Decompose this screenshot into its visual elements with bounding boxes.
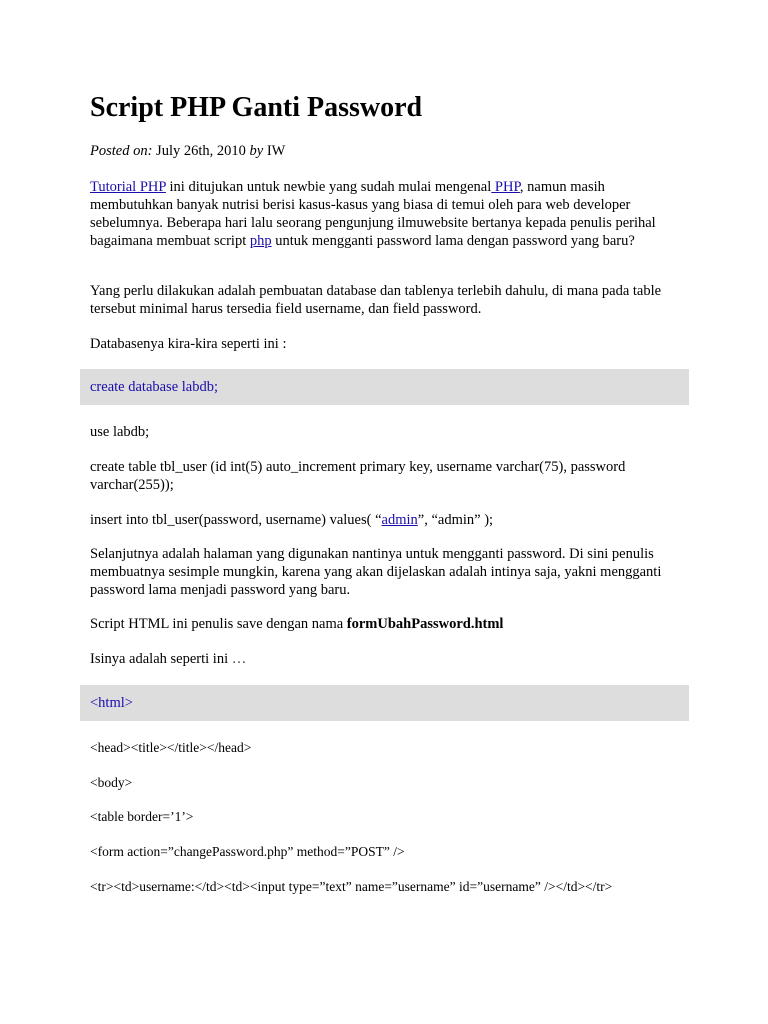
insert-text-2: ”, “admin” );	[417, 512, 494, 528]
filename: formUbahPassword.html	[346, 616, 504, 632]
php-link[interactable]: PHP	[491, 179, 520, 195]
insert-text-1: insert into tbl_user(password, username) values( “	[90, 512, 382, 528]
intro-text-3: untuk mengganti password lama dengan password yang baru?	[271, 233, 635, 249]
by-label: by	[249, 143, 264, 159]
code-block-html	[80, 685, 689, 721]
intro-text-1: ini ditujukan untuk newbie yang sudah mulai mengenal	[165, 179, 492, 195]
html-line: <body>	[90, 775, 133, 790]
tutorial-php-link[interactable]: Tutorial PHP	[90, 179, 166, 195]
intro-text-2: , namun masih membutuhkan banyak nutrisi berisi kasus-kasus yang biasa di temui oleh para web developer sebelumnya. Beberapa hari lalu seorang pengunjung ilmuwebsite bertanya kepada penulis perihal bagaimana membuat script	[90, 179, 656, 249]
html-line: <head><title></title></head>	[90, 740, 252, 755]
intro-paragraph	[90, 178, 670, 250]
post-date: July 26th, 2010	[152, 143, 250, 159]
posted-label: Posted on:	[90, 143, 153, 159]
contents-intro	[90, 650, 670, 668]
html-line: <tr><td>username:</td><td><input type=”text” name=”username” id=”username” /></td></tr>	[90, 879, 613, 894]
insert-statement	[90, 511, 670, 529]
html-line: <table border=’1’>	[90, 809, 194, 824]
database-intro: Databasenya kira-kira seperti ini :	[90, 336, 287, 352]
use-statement: use labdb;	[90, 424, 150, 440]
filename-paragraph	[90, 615, 670, 633]
database-paragraph: Yang perlu dilakukan adalah pembuatan database dan tablenya terlebih dahulu, di mana pada table tersebut minimal harus tersedia field username, dan field password.	[90, 283, 662, 317]
admin-link[interactable]: admin	[381, 512, 418, 528]
code-html-open: <html>	[90, 695, 133, 711]
code-block-create-database	[80, 369, 689, 405]
filename-text: Script HTML ini penulis save dengan nama	[90, 616, 347, 632]
page-title: Script PHP Ganti Password	[90, 92, 423, 123]
php-script-link[interactable]: php	[249, 233, 272, 249]
create-table-statement: create table tbl_user (id int(5) auto_increment primary key, username varchar(75), password varchar(255));	[90, 459, 626, 493]
next-step-paragraph: Selanjutnya adalah halaman yang digunakan nantinya untuk mengganti password. Di sini penulis membuatnya sesimple mungkin, karena yang akan dijelaskan adalah intinya saja, yakni mengganti password lama menjadi password yang baru.	[90, 546, 662, 598]
post-author: IW	[263, 143, 286, 159]
ellipsis: …	[231, 651, 247, 667]
code-create-database: create database labdb;	[90, 379, 219, 395]
post-meta	[90, 142, 670, 160]
html-line: <form action=”changePassword.php” method=”POST” />	[90, 844, 405, 859]
contents-text: Isinya adalah seperti ini	[90, 651, 232, 667]
